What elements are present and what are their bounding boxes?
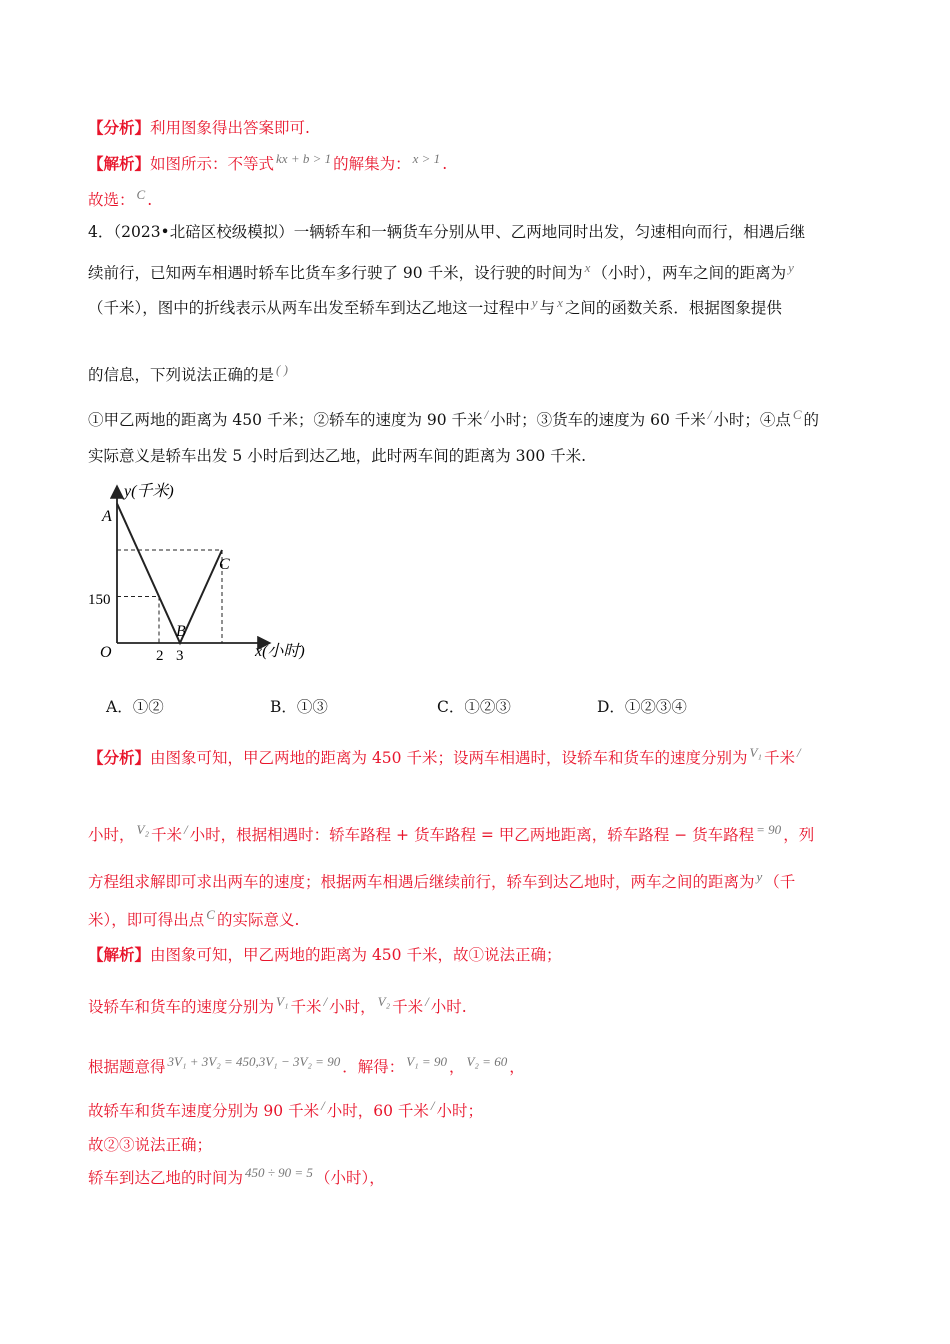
solution-text: 的解集为： (333, 155, 411, 173)
analysis-text: 利用图象得出答案即可. (150, 119, 310, 137)
solution-tag: 【解析】 (88, 945, 151, 964)
solution-text: 如图所示：不等式 (150, 155, 275, 173)
series-line (117, 504, 222, 644)
solution4-line-6 (88, 1165, 385, 1189)
question-text: ①甲乙两地的距离为 450 千米；②轿车的速度为 90 千米 (88, 411, 483, 429)
analysis-text: ，列 (783, 826, 815, 844)
solution-text: 小时； (436, 1102, 484, 1120)
analysis-tag: 【分析】 (88, 118, 151, 137)
analysis-tag: 【分析】 (88, 748, 151, 767)
question-line-5 (88, 407, 820, 431)
point-a-label: A (102, 508, 112, 525)
solution-text: 千米 (290, 998, 322, 1016)
v2-value-math: V₂ = 60 (466, 1054, 508, 1069)
solution-text: 由图象可知，甲乙两地的距离为 450 千米，故①说法正确； (150, 946, 562, 964)
question-line-6: 实际意义是轿车出发 5 小时后到达乙地，此时两车间的距离为 300 千米. (88, 447, 587, 465)
slash-math: / (484, 407, 489, 422)
analysis-text: 小时，根据相遇时：轿车路程 + 货车路程 = 甲乙两地距离，轿车路程 − 货车路程 (189, 826, 755, 844)
option-d[interactable]: D．①②③④ (597, 698, 687, 716)
solution4-line-2 (88, 994, 467, 1018)
v1-math: V₁ (276, 994, 289, 1009)
solution-set-math: x > 1 (412, 151, 441, 166)
slash-math: / (425, 994, 429, 1009)
analysis-line-1 (88, 118, 310, 138)
analysis-text: 千米 (763, 749, 795, 767)
analysis-text: 小时， (88, 826, 135, 844)
slash-math: / (796, 745, 801, 760)
question-text: 与 (539, 299, 556, 317)
solution4-line-3 (88, 1054, 525, 1078)
v2-math: V₂ (136, 822, 149, 837)
question-text: 的信息，下列说法正确的是 (88, 366, 275, 384)
v1-math: V₁ (749, 745, 762, 760)
solution-text: 故轿车和货车速度分别为 90 千米 (88, 1102, 320, 1120)
var-y-math: y (788, 260, 794, 275)
question-text: 小时；④点 (713, 411, 791, 429)
var-x-math: x (584, 260, 591, 275)
solution-text: 小时，60 千米 (326, 1102, 429, 1120)
solution-text: 设轿车和货车的速度分别为 (88, 998, 275, 1016)
solution-text: （小时）， (314, 1169, 385, 1187)
solution-text: . (442, 155, 448, 173)
analysis4-line-3 (88, 869, 796, 893)
analysis-text: 千米 (150, 826, 182, 844)
x-tick-3: 3 (176, 648, 184, 664)
var-y-math: y (531, 295, 538, 310)
solution4-line-1 (88, 945, 561, 965)
question-line-4 (88, 362, 290, 386)
solution-tag: 【解析】 (88, 154, 151, 173)
choice-text: . (147, 191, 153, 209)
inequality-math: kx + b > 1 (276, 151, 332, 166)
x-tick-2: 2 (156, 648, 164, 664)
eq-90-math: = 90 (756, 822, 782, 837)
analysis4-line-2 (88, 822, 815, 846)
solution-text: 根据题意得 (88, 1058, 166, 1076)
slash-math: / (430, 1098, 435, 1113)
analysis4-line-1 (88, 745, 803, 769)
solution-text: 小时， (329, 998, 376, 1016)
question-text: 的 (803, 411, 820, 429)
question-line-2 (88, 260, 796, 284)
var-x-math: x (557, 295, 563, 310)
slash-math: / (323, 994, 328, 1009)
v1-value-math: V₁ = 90 (406, 1054, 447, 1069)
choice-math: C (136, 187, 146, 202)
origin-label: O (100, 644, 112, 661)
v2-math: V₂ (377, 994, 391, 1009)
point-b-label: B (176, 623, 186, 640)
equation-system-math: 3V₁ + 3V₂ = 450,3V₁ − 3V₂ = 90 (167, 1054, 341, 1069)
solution-line-1 (88, 151, 448, 175)
solution4-line-5: 故②③说法正确； (88, 1136, 213, 1154)
question-text: 续前行，已知两车相遇时轿车比货车多行驶了 90 千米，设行驶的时间为 (88, 264, 583, 282)
solution-text: ， (448, 1058, 465, 1076)
x-axis-label: x(小时) (255, 643, 305, 660)
option-c[interactable]: C．①②③ (437, 698, 511, 716)
answer-paren: ( ) (276, 362, 288, 377)
point-c-label: C (219, 556, 230, 573)
question-text: 之间的函数关系．根据图象提供 (564, 299, 782, 317)
question-line-1: 4．（2023•北碚区校级模拟）一辆轿车和一辆货车分别从甲、乙两地同时出发，匀速相向而行，相遇后继 (88, 223, 806, 241)
y-tick-150: 150 (88, 592, 111, 608)
time-calc-math: 450 ÷ 90 = 5 (245, 1165, 313, 1180)
option-a[interactable]: A．①② (106, 698, 164, 716)
point-c-math: C (792, 407, 802, 422)
analysis-text: 的实际意义. (216, 911, 300, 929)
solution-text: 小时. (430, 998, 467, 1016)
question-text: （千米），图中的折线表示从两车出发至轿车到达乙地这一过程中 (88, 299, 530, 317)
solution-text: ， (509, 1058, 525, 1076)
solution-text: 轿车到达乙地的时间为 (88, 1169, 244, 1187)
var-y-math: y (756, 869, 763, 884)
option-b[interactable]: B．①③ (270, 698, 328, 716)
slash-math: / (707, 407, 712, 422)
analysis-text: 米），即可得出点 (88, 911, 205, 929)
slash-math: / (321, 1098, 325, 1113)
point-c-math: C (206, 907, 215, 922)
y-axis-label: y(千米) (124, 483, 174, 500)
analysis-text: 由图象可知，甲乙两地的距离为 450 千米；设两车相遇时，设轿车和货车的速度分别为 (150, 749, 748, 767)
solution-text: 千米 (392, 998, 424, 1016)
analysis-text: 方程组求解即可求出两车的速度；根据两车相遇后继续前行，轿车到达乙地时，两车之间的距离为 (88, 873, 755, 891)
analysis4-line-4 (88, 907, 300, 931)
solution-text: ．解得： (342, 1058, 405, 1076)
analysis-text: （千 (764, 873, 796, 891)
distance-time-graph (86, 478, 346, 668)
choice-line (88, 187, 153, 211)
question-text: （小时），两车之间的距离为 (592, 264, 787, 282)
slash-math: / (184, 822, 188, 837)
solution4-line-4 (88, 1098, 484, 1122)
question-text: 小时；③货车的速度为 60 千米 (490, 411, 706, 429)
question-line-3 (88, 295, 782, 319)
choice-text: 故选： (88, 191, 135, 209)
